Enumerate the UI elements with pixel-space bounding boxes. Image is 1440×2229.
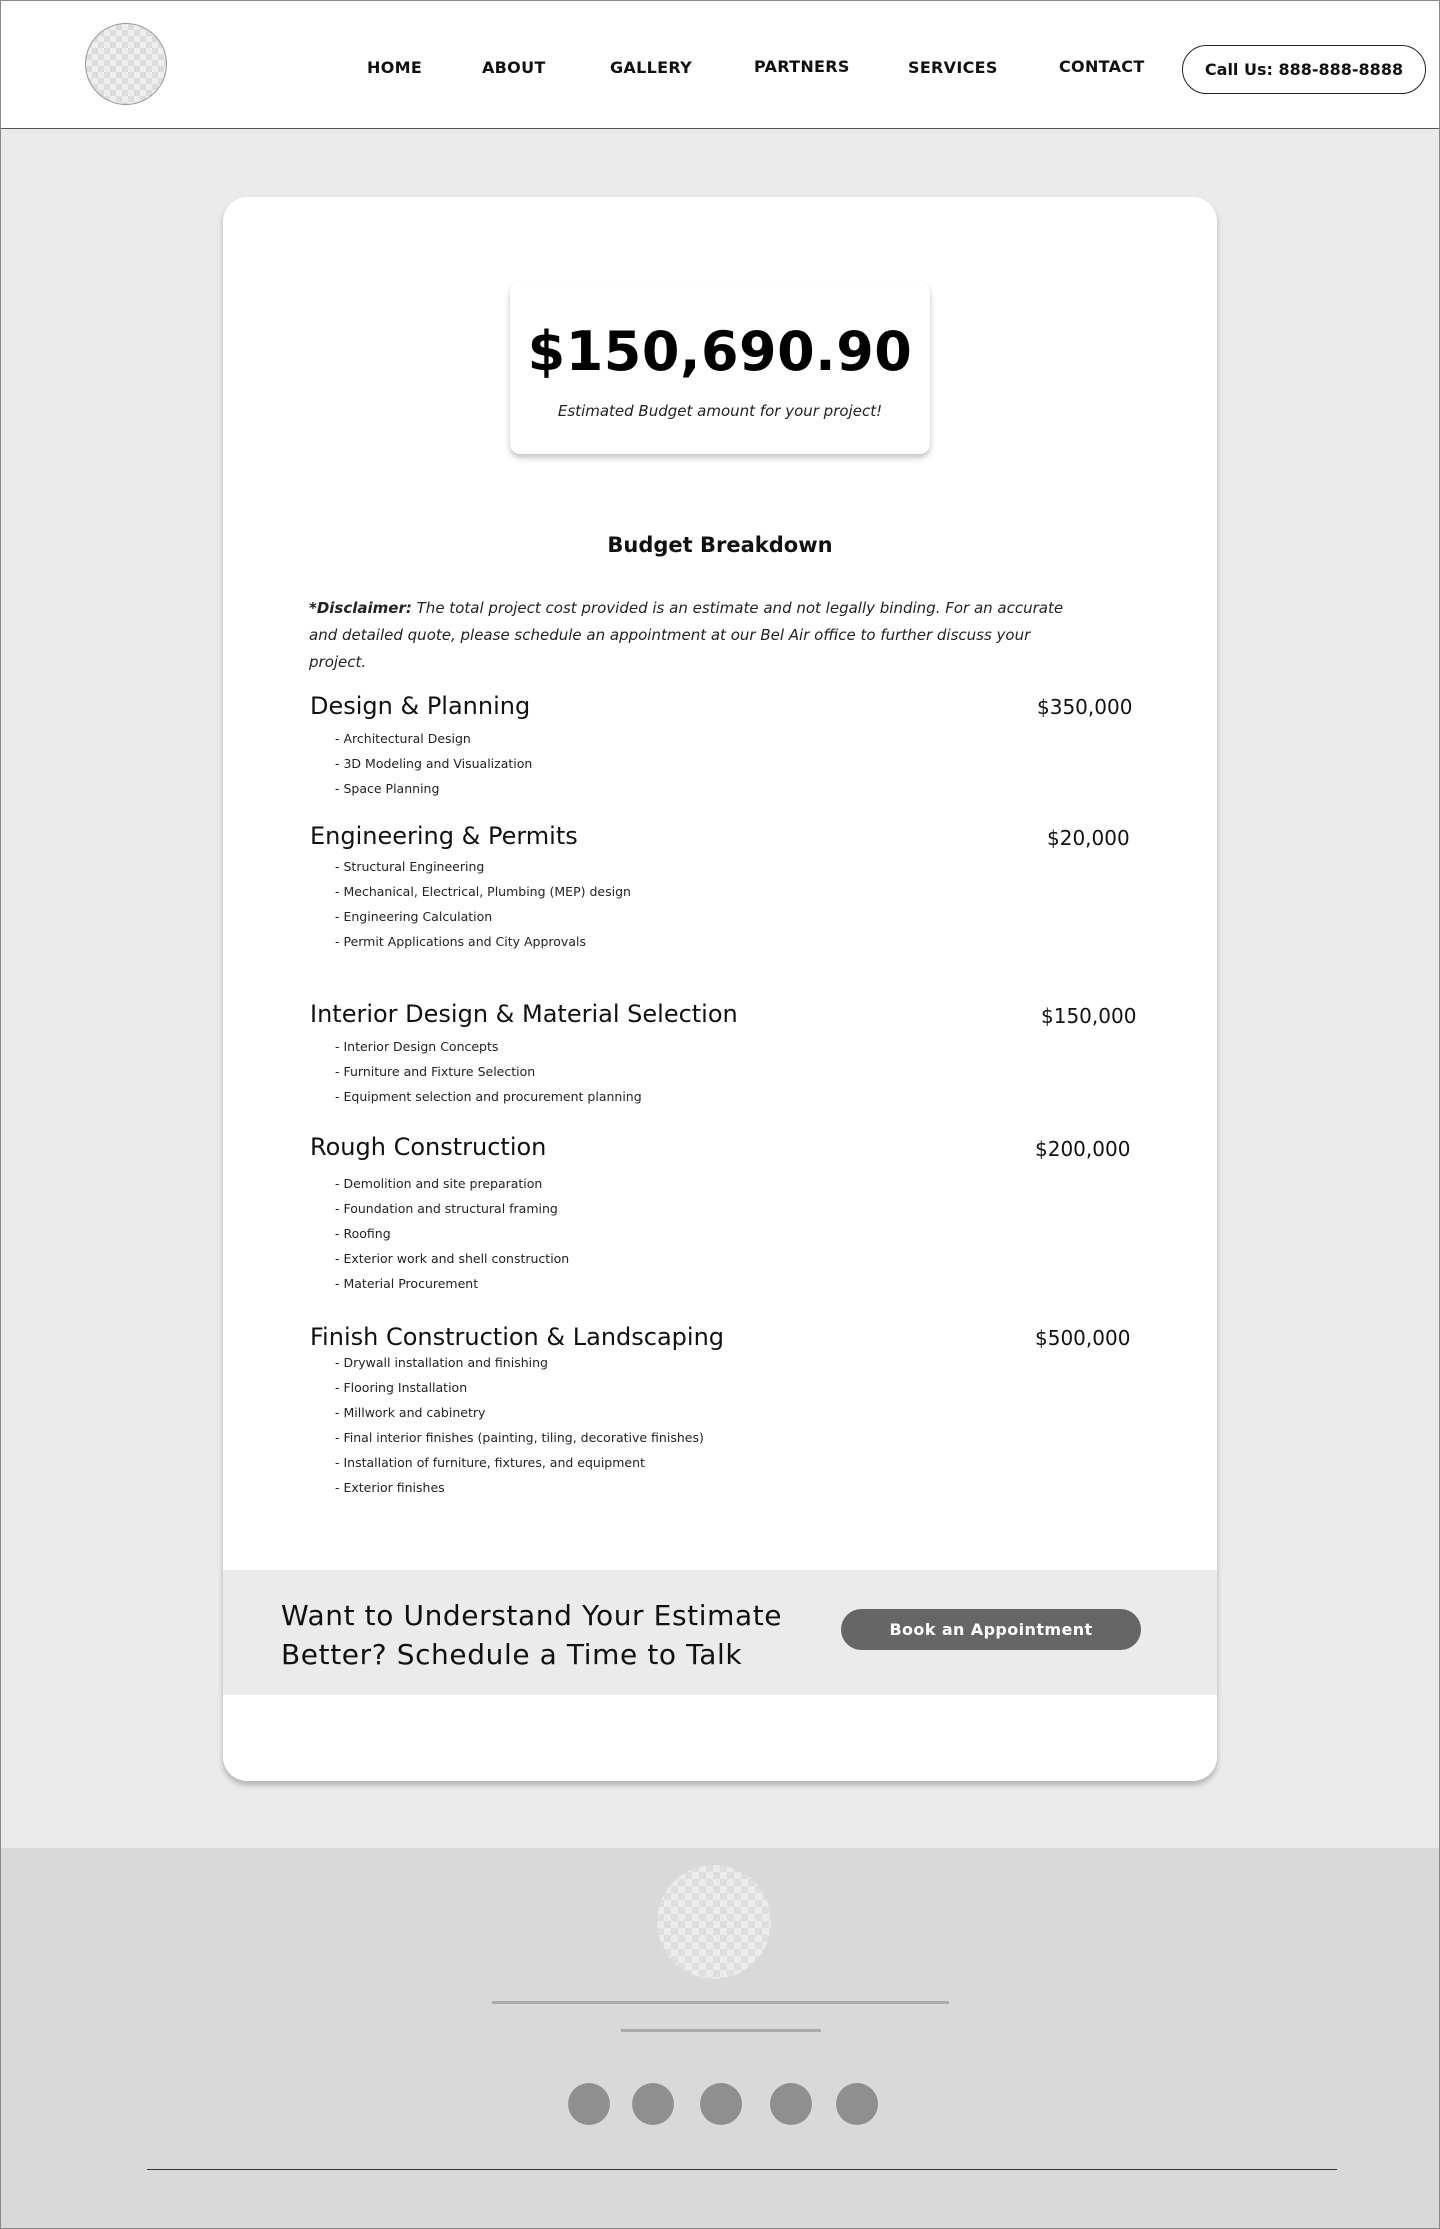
list-item: - Furniture and Fixture Selection xyxy=(335,1064,536,1079)
cta-band xyxy=(223,1570,1217,1695)
list-item: - Engineering Calculation xyxy=(335,909,493,924)
list-item: - Drywall installation and finishing xyxy=(335,1355,548,1370)
disclaimer xyxy=(309,595,1069,676)
list-item: - Final interior finishes (painting, tiling, decorative finishes) xyxy=(335,1430,704,1445)
list-item: - Installation of furniture, fixtures, and equipment xyxy=(335,1455,645,1470)
social-icon[interactable] xyxy=(632,2083,674,2125)
logo-placeholder-icon[interactable] xyxy=(85,23,167,105)
list-item: - Exterior work and shell construction xyxy=(335,1251,570,1266)
list-item: - Mechanical, Electrical, Plumbing (MEP) design xyxy=(335,884,631,899)
social-icon[interactable] xyxy=(568,2083,610,2125)
list-item: - Millwork and cabinetry xyxy=(335,1405,486,1420)
breakdown-title: Budget Breakdown xyxy=(607,533,833,557)
social-icon[interactable] xyxy=(700,2083,742,2125)
list-item: - Roofing xyxy=(335,1226,391,1241)
list-item: - Foundation and structural framing xyxy=(335,1201,558,1216)
list-item: - Architectural Design xyxy=(335,731,471,746)
section-title-design-planning: Design & Planning xyxy=(310,692,531,720)
footer-logo-placeholder-icon[interactable] xyxy=(657,1865,771,1979)
list-item: - Equipment selection and procurement planning xyxy=(335,1089,642,1104)
list-item: - Material Procurement xyxy=(335,1276,479,1291)
disclaimer-label: *Disclaimer: xyxy=(309,599,412,617)
list-item: - 3D Modeling and Visualization xyxy=(335,756,533,771)
site-footer xyxy=(0,1848,1440,2229)
list-item: - Structural Engineering xyxy=(335,859,485,874)
footer-text-placeholder xyxy=(492,2001,949,2004)
nav-services[interactable]: SERVICES xyxy=(908,58,998,77)
list-item: - Permit Applications and City Approvals xyxy=(335,934,586,949)
section-title-interior-design: Interior Design & Material Selection xyxy=(310,1000,738,1028)
nav-home[interactable]: HOME xyxy=(367,58,423,77)
total-estimate-box xyxy=(510,282,930,454)
disclaimer-text: The total project cost provided is an estimate and not legally binding. For an accurate and detailed quote, please schedule an appointment at our Bel Air office to further discuss your project. xyxy=(309,599,1064,671)
nav-contact[interactable]: CONTACT xyxy=(1059,57,1145,76)
list-item: - Exterior finishes xyxy=(335,1480,445,1495)
social-icon[interactable] xyxy=(836,2083,878,2125)
call-us-button[interactable]: Call Us: 888-888-8888 xyxy=(1182,45,1426,94)
section-cost-design-planning: $350,000 xyxy=(1037,695,1133,719)
footer-text-placeholder xyxy=(621,2029,821,2032)
estimate-card xyxy=(223,197,1217,1781)
nav-about[interactable]: ABOUT xyxy=(482,58,546,77)
social-icon[interactable] xyxy=(770,2083,812,2125)
section-cost-engineering-permits: $20,000 xyxy=(1047,826,1130,850)
section-title-rough-construction: Rough Construction xyxy=(310,1133,547,1161)
list-item: - Interior Design Concepts xyxy=(335,1039,499,1054)
total-caption: Estimated Budget amount for your project! xyxy=(557,402,883,420)
list-item: - Demolition and site preparation xyxy=(335,1176,543,1191)
total-amount: $150,690.90 xyxy=(527,320,913,383)
cta-text: Want to Understand Your Estimate Better? Schedule a Time to Talk xyxy=(281,1599,783,1671)
site-header xyxy=(0,0,1440,129)
section-cost-interior-design: $150,000 xyxy=(1041,1004,1137,1028)
footer-divider xyxy=(147,2169,1337,2170)
section-cost-finish-construction: $500,000 xyxy=(1035,1326,1131,1350)
nav-partners[interactable]: PARTNERS xyxy=(754,57,850,76)
section-title-engineering-permits: Engineering & Permits xyxy=(310,822,578,850)
list-item: - Space Planning xyxy=(335,781,440,796)
book-appointment-button[interactable]: Book an Appointment xyxy=(841,1609,1141,1650)
section-cost-rough-construction: $200,000 xyxy=(1035,1137,1131,1161)
section-title-finish-construction: Finish Construction & Landscaping xyxy=(310,1323,725,1351)
list-item: - Flooring Installation xyxy=(335,1380,468,1395)
nav-gallery[interactable]: GALLERY xyxy=(610,58,692,77)
